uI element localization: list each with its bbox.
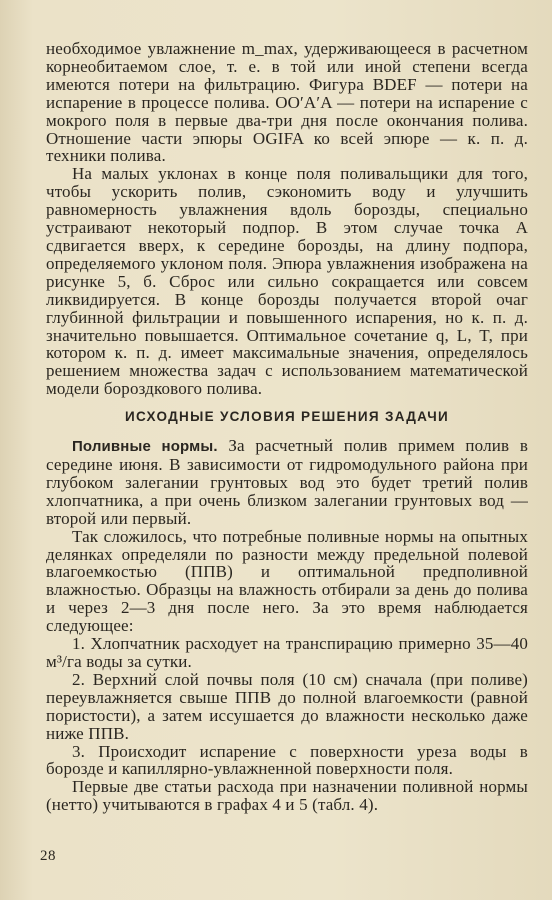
section-heading: ИСХОДНЫЕ УСЛОВИЯ РЕШЕНИЯ ЗАДАЧИ <box>125 409 449 425</box>
list-item: 2. Верхний слой почвы поля (10 см) сначала (при поливе) переувлажняется свыше ППВ до полной влагоемкости (равной пористости), а затем иссушается до влажности несколько даже ниже ППВ. <box>46 669 528 743</box>
paragraph-experience: Так сложилось, что потребные поливные нормы на опытных делянках определяли по разности между предельной полевой влагоемкостью (ППВ) и оптимальной предполивной влажностью. Образцы на влажность отбирали за день до полива и через 2—3 дня после него. За это время наблюдается следующее: <box>46 526 528 636</box>
paragraph-irrigation-norms-text: За расчетный полив примем полив в середине июня. В зависимости от гидромодульного района при глубоком залегании грунтовых вод это будет третий полив хлопчатника, а при очень близком залегании грунтовых вод — второй или первый. <box>46 436 528 528</box>
page-body <box>46 40 528 814</box>
observations-list <box>46 635 528 778</box>
paragraph-irrigation-norms <box>46 437 528 528</box>
list-item: 3. Происходит испарение с поверхности уреза воды в борозде и капиллярно-увлажненной поверхности поля. <box>46 741 528 779</box>
page-number: 28 <box>40 848 56 864</box>
list-item: 1. Хлопчатник расходует на транспирацию примерно 35—40 м³/га воды за сутки. <box>46 634 528 671</box>
paragraph-continuation: необходимое увлажнение m_max, удерживающееся в расчетном корнеобитаемом слое, т. е. в той или иной степени всегда имеются потери на фильтрацию. Фигура BDEF — потери на испарение в процессе полива. OO′A′A — потери на испарение с мокрого поля в первые два-три дня после окончания полива. Отношение части эпюры OGIFA ко всей эпюре — к. п. д. техники полива. <box>46 39 528 166</box>
runin-heading: Поливные нормы. <box>72 438 218 456</box>
paragraph-slopes: На малых уклонах в конце поля поливальщики для того, чтобы ускорить полив, сэкономить воду и улучшить равномерность увлажнения вдоль борозды, специально устраивают некоторый подпор. В этом случае точка A сдвигается вверх, к середине борозды, на длину подпора, определяемого уклоном поля. Эпюра увлажнения изображена на рисунке 5, б. Сброс или сильно сокращается или совсем ликвидируется. В конце борозды получается второй очаг глубинной фильтрации и повышенного испарения, но к. п. д. значительно повышается. Оптимальное сочетание q, L, T, при котором к. п. д. имеет максимальные значения, определялось решением множества задач с использованием математической модели бороздкового полива. <box>46 164 528 399</box>
paragraph-last: Первые две статьи расхода при назначении поливной нормы (нетто) учитываются в графах 4 и 5 (табл. 4). <box>46 777 528 815</box>
